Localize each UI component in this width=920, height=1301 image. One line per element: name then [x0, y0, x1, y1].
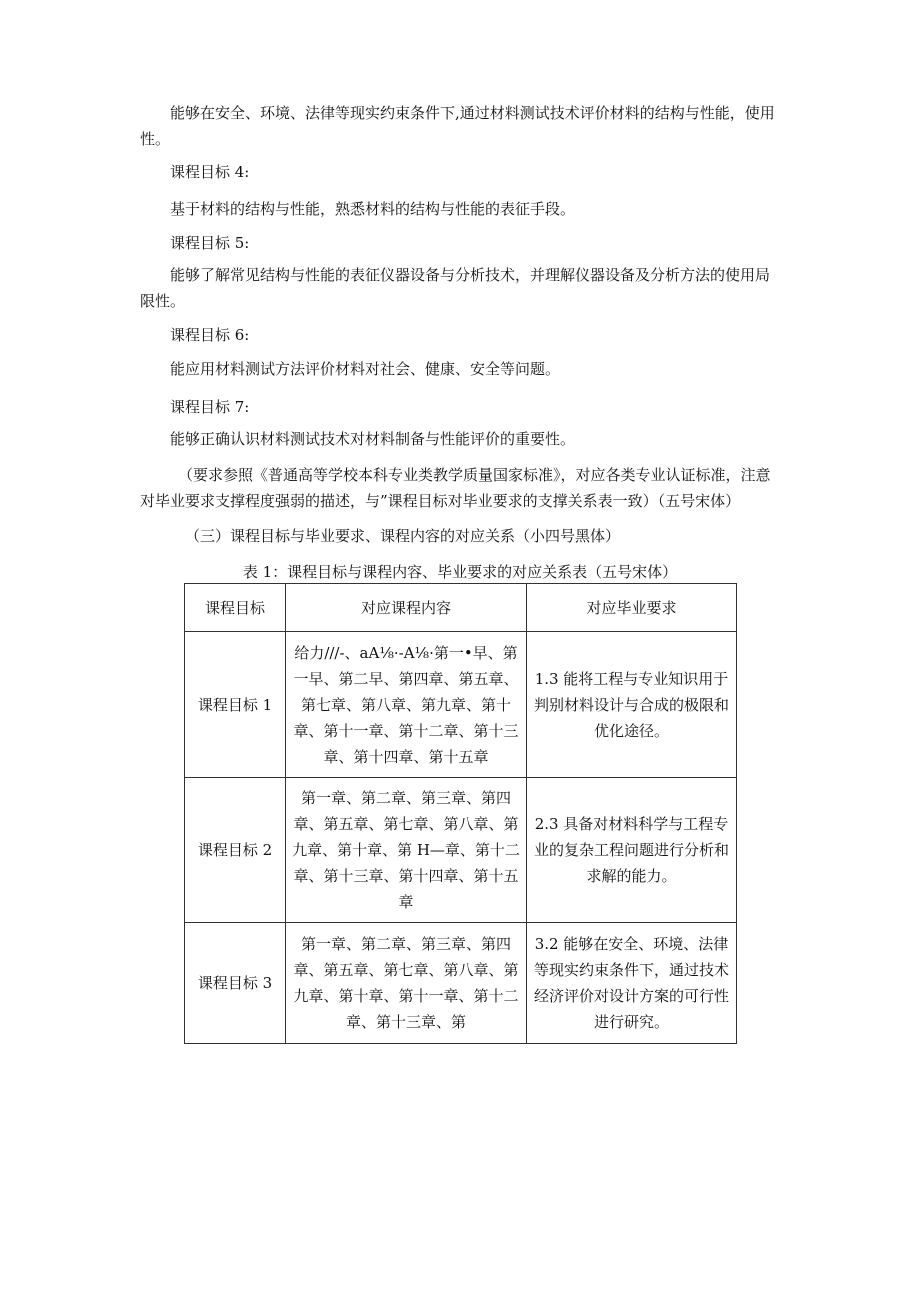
- section-heading: （三）课程目标与毕业要求、课程内容的对应关系（小四号黑体）: [185, 527, 621, 545]
- goal5-text: 能够了解常见结构与性能的表征仪器设备与分析技术，并理解仪器设备及分析方法的使用局限性。: [140, 266, 771, 310]
- goal4-title: 课程目标 4:: [170, 163, 250, 181]
- table-row: [185, 923, 737, 1044]
- goal7-title: 课程目标 7:: [170, 398, 250, 416]
- row3-content: 第一章、第二章、第三章、第四章、第五章、第七章、第八章、第九章、第十章、第十一章、第十二章、第十三章、第: [286, 923, 527, 1044]
- requirement-note: （要求参照《普通高等学校本科专业类教学质量国家标准》，对应各类专业认证标准，注意对毕业要求支撑程度强弱的描述，与”课程目标对毕业要求的支撑关系表一致）（五号宋体）: [140, 466, 771, 510]
- header-requirement: 对应毕业要求: [527, 584, 737, 632]
- goal7-text: 能够正确认识材料测试技术对材料制备与性能评价的重要性。: [170, 430, 576, 448]
- table-row: [185, 632, 737, 778]
- paragraph-goal3-text: 能够在安全、环境、法律等现实约束条件下,通过材料测试技术评价材料的结构与性能，使用性。: [140, 104, 775, 148]
- row1-requirement: 1.3 能将工程与专业知识用于判别材料设计与合成的极限和优化途径。: [527, 632, 737, 778]
- table-caption: 表 1：课程目标与课程内容、毕业要求的对应关系表（五号宋体）: [242, 563, 678, 581]
- row2-requirement: 2.3 具备对材料科学与工程专业的复杂工程问题进行分析和求解的能力。: [527, 778, 737, 923]
- goal-mapping-table: [184, 583, 737, 1044]
- row3-goal: 课程目标 3: [185, 923, 286, 1044]
- row1-goal: 课程目标 1: [185, 632, 286, 778]
- table-row: [185, 778, 737, 923]
- row2-content: 第一章、第二章、第三章、第四章、第五章、第七章、第八章、第九章、第十章、第 H—章、第十二章、第十三章、第十四章、第十五章: [286, 778, 527, 923]
- goal6-text: 能应用材料测试方法评价材料对社会、健康、安全等问题。: [170, 360, 561, 378]
- row3-requirement: 3.2 能够在安全、环境、法律等现实约束条件下，通过技术经济评价对设计方案的可行性进行研究。: [527, 923, 737, 1044]
- row2-goal: 课程目标 2: [185, 778, 286, 923]
- goal5-title: 课程目标 5:: [170, 234, 250, 252]
- header-content: 对应课程内容: [286, 584, 527, 632]
- goal4-text: 基于材料的结构与性能，熟悉材料的结构与性能的表征手段。: [170, 200, 576, 218]
- table-header-row: [185, 584, 737, 632]
- goal6-title: 课程目标 6:: [170, 326, 250, 344]
- header-goal: 课程目标: [185, 584, 286, 632]
- row1-content: 给力///-、aA⅛·-A⅛·第一•早、第一早、第二早、第四章、第五章、第七章、第八章、第九章、第十章、第十一章、第十二章、第十三章、第十四章、第十五章: [286, 632, 527, 778]
